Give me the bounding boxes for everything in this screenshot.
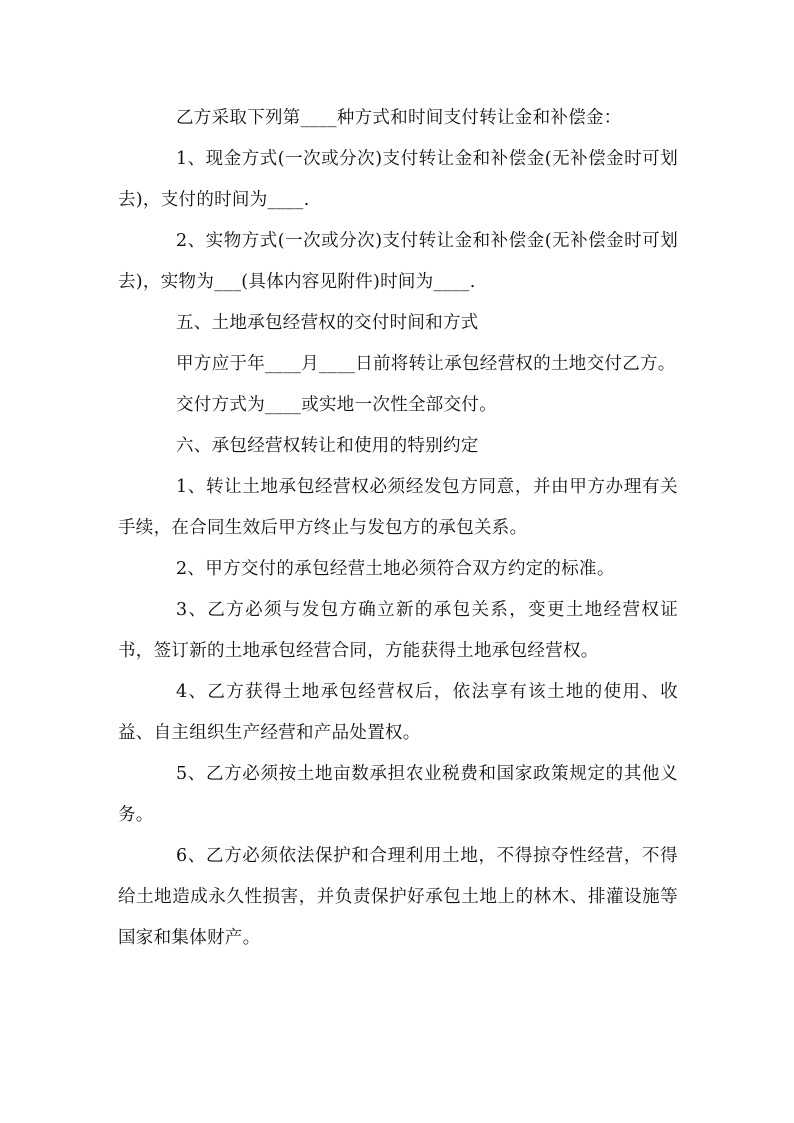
paragraph-in-kind-payment: 2、实物方式(一次或分次)支付转让金和补偿金(无补偿金时可划去)，实物为___(具体内容见附件)时间为____. xyxy=(118,231,678,292)
paragraph-delivery-date: 甲方应于年____月____日前将转让承包经营权的土地交付乙方。 xyxy=(176,354,676,374)
paragraph-delivery-mode: 交付方式为____或实地一次性全部交付。 xyxy=(176,395,497,415)
paragraph-payment-method: 乙方采取下列第____种方式和时间支付转让金和补偿金： xyxy=(176,108,622,128)
section-heading-delivery: 五、土地承包经营权的交付时间和方式 xyxy=(176,313,479,333)
paragraph-cash-payment: 1、现金方式(一次或分次)支付转让金和补偿金(无补偿金时可划去)，支付的时间为____. xyxy=(118,149,678,210)
clause-5: 5、乙方必须按土地亩数承担农业税费和国家政策规定的其他义务。 xyxy=(118,764,678,825)
document-body xyxy=(118,98,678,959)
clause-1: 1、转让土地承包经营权必须经发包方同意，并由甲方办理有关手续，在合同生效后甲方终止与发包方的承包关系。 xyxy=(118,477,678,538)
clause-4: 4、乙方获得土地承包经营权后，依法享有该土地的使用、收益、自主组织生产经营和产品处置权。 xyxy=(118,682,678,743)
section-heading-special-terms: 六、承包经营权转让和使用的特别约定 xyxy=(176,436,479,456)
clause-3: 3、乙方必须与发包方确立新的承包关系，变更土地经营权证书，签订新的土地承包经营合同，方能获得土地承包经营权。 xyxy=(118,600,678,661)
clause-6: 6、乙方必须依法保护和合理利用土地，不得掠夺性经营，不得给土地造成永久性损害，并负责保护好承包土地上的林木、排灌设施等国家和集体财产。 xyxy=(118,846,678,948)
clause-2: 2、甲方交付的承包经营土地必须符合双方约定的标准。 xyxy=(176,559,615,579)
